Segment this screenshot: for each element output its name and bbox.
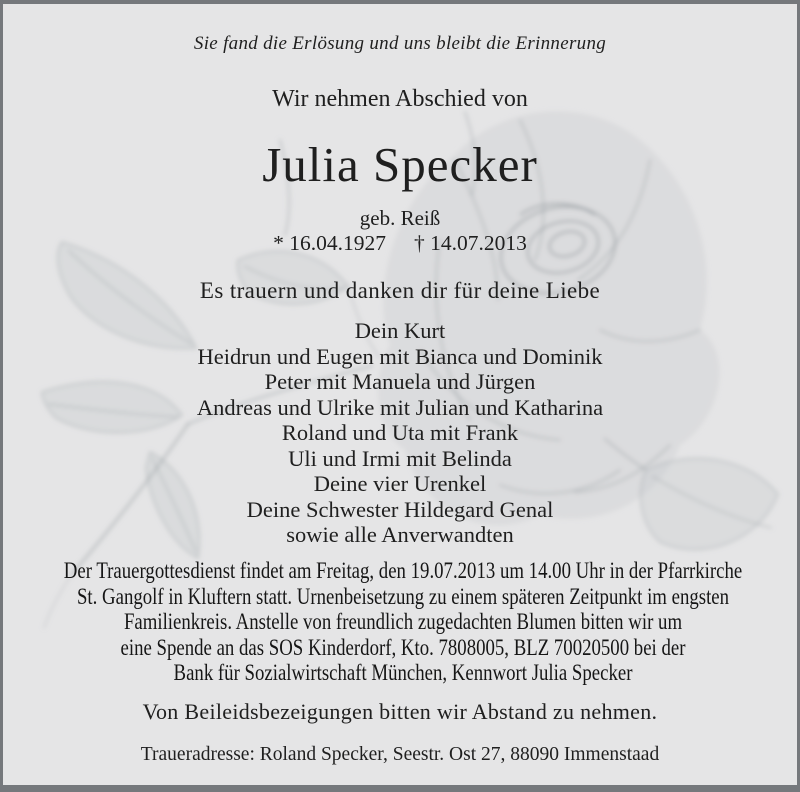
mourner-line: Roland und Uta mit Frank [281, 420, 519, 445]
service-line: Bank für Sozialwirtschaft München, Kennwort Julia Specker [173, 660, 633, 687]
mourner-line: sowie alle Anverwandten [286, 522, 514, 547]
mourner-line: Andreas und Ulrike mit Julian und Katharina [196, 394, 604, 420]
maiden-name: geb. Reiß [359, 206, 441, 230]
service-line: eine Spende an das SOS Kinderdorf, Kto. 7808005, BLZ 70020500 bei der [120, 634, 686, 661]
mourners-list [3, 318, 797, 548]
service-line: Der Trauergottesdienst findet am Freitag, den 19.07.2013 um 14.00 Uhr in der Pfarrkirche [63, 558, 743, 584]
service-paragraph [27, 559, 779, 687]
service-line: St. Gangolf in Kluftern statt. Urnenbeisetzung zu einem späteren Zeitpunkt im engsten [76, 583, 730, 610]
mourner-line: Uli und Irmi mit Belinda [288, 445, 512, 471]
birth-date: * 16.04.1927 [273, 231, 386, 255]
motto-line: Sie fand die Erlösung und uns bleibt die Erinnerung [193, 33, 607, 54]
condolence-note: Von Beileidsbezeigungen bitten wir Abstand zu nehmen. [142, 699, 658, 724]
mourning-intro: Es trauern und danken dir für deine Liebe [199, 278, 601, 303]
mourner-line: Peter mit Manuela und Jürgen [264, 369, 536, 394]
mourner-line: Deine vier Urenkel [313, 471, 487, 496]
life-dates [3, 231, 797, 256]
mourner-line: Heidrun und Eugen mit Bianca und Dominik [197, 343, 603, 369]
farewell-intro: Wir nehmen Abschied von [272, 86, 528, 112]
mourner-line: Dein Kurt [354, 318, 446, 343]
deceased-name: Julia Specker [262, 137, 538, 192]
mourning-address: Traueradresse: Roland Specker, Seestr. Ost 27, 88090 Immenstaad [140, 744, 660, 765]
death-date: † 14.07.2013 [414, 231, 527, 255]
mourner-line: Deine Schwester Hildegard Genal [246, 496, 554, 522]
service-line: Familienkreis. Anstelle von freundlich zugedachten Blumen bitten wir um [123, 609, 683, 636]
